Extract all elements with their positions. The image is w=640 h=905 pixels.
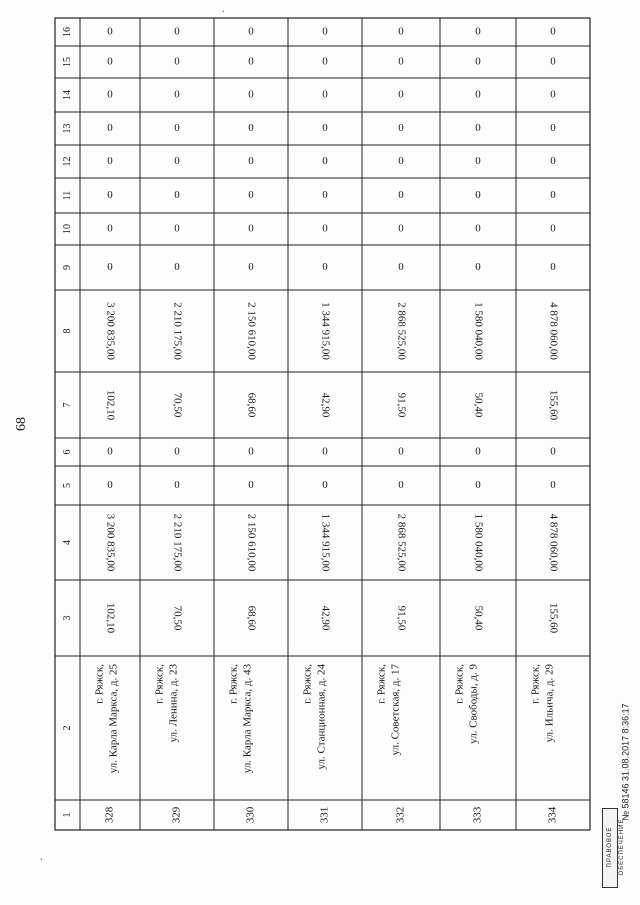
- zero-cell: 0: [322, 55, 328, 68]
- value-cell: 155,60: [547, 389, 560, 421]
- value-cell: 3 200 835,00: [104, 513, 117, 572]
- zero-cell: 0: [248, 222, 254, 235]
- value-cell: 42,90: [319, 392, 332, 418]
- address-city-cell: г. Ряжск,: [227, 664, 240, 704]
- address-street-cell: ул. Ленина, д. 23: [167, 664, 180, 743]
- zero-cell: 0: [174, 261, 180, 274]
- zero-cell: 0: [107, 25, 113, 38]
- stamp-text: № 58146 31.08.2017 8:36:17: [620, 703, 631, 821]
- value-cell: 68,60: [245, 605, 258, 631]
- zero-cell: 0: [322, 88, 328, 101]
- zero-cell: 0: [107, 445, 113, 458]
- value-cell: 2 150 610,00: [245, 513, 258, 572]
- row-number-cell: 329: [170, 806, 183, 824]
- logo-lettering: ПРАВОВОЕ ОБЕСПЕЧЕНИЕ: [607, 818, 625, 876]
- column-number: 1: [61, 812, 73, 818]
- value-cell: 2 210 175,00: [171, 513, 184, 572]
- value-cell: 1 580 040,00: [472, 302, 485, 360]
- row-number-cell: 331: [318, 806, 331, 824]
- zero-cell: 0: [475, 155, 481, 168]
- column-number: 4: [61, 540, 73, 545]
- zero-cell: 0: [174, 25, 180, 38]
- zero-cell: 0: [475, 122, 481, 135]
- zero-cell: 0: [322, 122, 328, 135]
- zero-cell: 0: [322, 261, 328, 274]
- zero-cell: 0: [322, 479, 328, 492]
- zero-cell: 0: [174, 222, 180, 235]
- zero-cell: 0: [322, 25, 328, 38]
- zero-cell: 0: [475, 222, 481, 235]
- zero-cell: 0: [322, 155, 328, 168]
- value-cell: 70,50: [171, 392, 184, 418]
- zero-cell: 0: [550, 189, 556, 202]
- zero-cell: 0: [174, 479, 180, 492]
- column-number: 14: [61, 90, 73, 100]
- zero-cell: 0: [107, 155, 113, 168]
- column-number: 6: [61, 449, 73, 455]
- zero-cell: 0: [398, 189, 404, 202]
- value-cell: 2 868 525,00: [395, 302, 408, 360]
- value-cell: 2 150 610,00: [245, 302, 258, 360]
- value-cell: 3 200 835,00: [104, 302, 117, 360]
- zero-cell: 0: [248, 25, 254, 38]
- zero-cell: 0: [248, 261, 254, 274]
- value-cell: 155,60: [547, 602, 560, 634]
- zero-cell: 0: [398, 261, 404, 274]
- zero-cell: 0: [475, 189, 481, 202]
- zero-cell: 0: [550, 55, 556, 68]
- value-cell: 42,90: [319, 605, 332, 631]
- value-cell: 4 878 060,00: [547, 513, 560, 572]
- zero-cell: 0: [550, 479, 556, 492]
- zero-cell: 0: [107, 479, 113, 492]
- zero-cell: 0: [174, 122, 180, 135]
- zero-cell: 0: [107, 88, 113, 101]
- value-cell: 91,50: [395, 392, 408, 418]
- zero-cell: 0: [107, 261, 113, 274]
- zero-cell: 0: [322, 222, 328, 235]
- value-cell: 1 580 040,00: [472, 513, 485, 572]
- zero-cell: 0: [398, 55, 404, 68]
- row-number-cell: 328: [103, 806, 116, 824]
- column-number: 11: [61, 190, 73, 201]
- address-street-cell: ул. Советская, д. 17: [389, 664, 402, 756]
- address-city-cell: г. Ряжск,: [93, 664, 106, 704]
- zero-cell: 0: [398, 155, 404, 168]
- column-number: 15: [61, 57, 73, 67]
- address-street-cell: ул. Карла Маркса, д. 25: [107, 664, 120, 774]
- address-street-cell: ул. Свободы, д. 9: [467, 664, 480, 744]
- value-cell: 70,50: [171, 605, 184, 631]
- value-cell: 68,60: [245, 392, 258, 418]
- row-number-cell: 332: [394, 806, 407, 824]
- zero-cell: 0: [550, 155, 556, 168]
- value-cell: 4 878 060,00: [547, 302, 560, 360]
- value-cell: 50,40: [472, 392, 485, 418]
- stray-mark: .: [40, 852, 43, 863]
- zero-cell: 0: [550, 122, 556, 135]
- column-number: 2: [61, 725, 73, 731]
- zero-cell: 0: [174, 189, 180, 202]
- zero-cell: 0: [550, 25, 556, 38]
- zero-cell: 0: [475, 55, 481, 68]
- zero-cell: 0: [550, 445, 556, 458]
- address-city-cell: г. Ряжск,: [301, 664, 314, 704]
- zero-cell: 0: [174, 155, 180, 168]
- zero-cell: 0: [248, 122, 254, 135]
- value-cell: 50,40: [472, 605, 485, 631]
- zero-cell: 0: [248, 55, 254, 68]
- zero-cell: 0: [107, 55, 113, 68]
- zero-cell: 0: [475, 445, 481, 458]
- column-number: 13: [61, 123, 73, 134]
- address-city-cell: г. Ряжск,: [453, 664, 466, 704]
- value-cell: 1 344 915,00: [319, 513, 332, 572]
- column-number: 5: [61, 483, 73, 488]
- legal-service-logo: [602, 808, 625, 888]
- zero-cell: 0: [174, 445, 180, 458]
- row-number-cell: 330: [244, 806, 257, 824]
- zero-cell: 0: [248, 189, 254, 202]
- address-city-cell: г. Ряжск,: [153, 664, 166, 704]
- value-cell: 2 868 525,00: [395, 513, 408, 572]
- zero-cell: 0: [475, 261, 481, 274]
- zero-cell: 0: [550, 222, 556, 235]
- zero-cell: 0: [475, 25, 481, 38]
- zero-cell: 0: [107, 222, 113, 235]
- column-number: 7: [61, 402, 73, 408]
- zero-cell: 0: [248, 479, 254, 492]
- column-number: 9: [61, 265, 73, 270]
- stray-mark: .: [222, 4, 225, 15]
- row-number-cell: 333: [471, 806, 484, 824]
- row-number-cell: 334: [546, 806, 559, 824]
- zero-cell: 0: [248, 88, 254, 101]
- zero-cell: 0: [398, 222, 404, 235]
- zero-cell: 0: [475, 88, 481, 101]
- address-city-cell: г. Ряжск,: [529, 664, 542, 704]
- zero-cell: 0: [398, 479, 404, 492]
- address-street-cell: ул. Ильича, д. 29: [543, 664, 556, 743]
- zero-cell: 0: [550, 261, 556, 274]
- zero-cell: 0: [174, 88, 180, 101]
- zero-cell: 0: [398, 445, 404, 458]
- zero-cell: 0: [398, 25, 404, 38]
- value-cell: 102,10: [104, 602, 117, 634]
- value-cell: 1 344 915,00: [319, 302, 332, 360]
- zero-cell: 0: [398, 88, 404, 101]
- column-number: 16: [61, 27, 73, 37]
- zero-cell: 0: [174, 55, 180, 68]
- zero-cell: 0: [107, 189, 113, 202]
- value-cell: 102,10: [104, 389, 117, 421]
- zero-cell: 0: [475, 479, 481, 492]
- zero-cell: 0: [107, 122, 113, 135]
- zero-cell: 0: [550, 88, 556, 101]
- zero-cell: 0: [248, 445, 254, 458]
- zero-cell: 0: [248, 155, 254, 168]
- page-number: 68: [14, 417, 29, 431]
- address-street-cell: ул. Станционная, д. 24: [315, 664, 328, 770]
- zero-cell: 0: [322, 445, 328, 458]
- address-city-cell: г. Ряжск,: [375, 664, 388, 704]
- zero-cell: 0: [398, 122, 404, 135]
- zero-cell: 0: [322, 189, 328, 202]
- value-cell: 91,50: [395, 605, 408, 631]
- column-number: 10: [61, 224, 73, 234]
- address-street-cell: ул. Карла Маркса, д. 43: [241, 664, 254, 774]
- column-number: 12: [61, 156, 73, 167]
- column-number: 3: [61, 615, 73, 621]
- value-cell: 2 210 175,00: [171, 302, 184, 360]
- column-number: 8: [61, 328, 73, 334]
